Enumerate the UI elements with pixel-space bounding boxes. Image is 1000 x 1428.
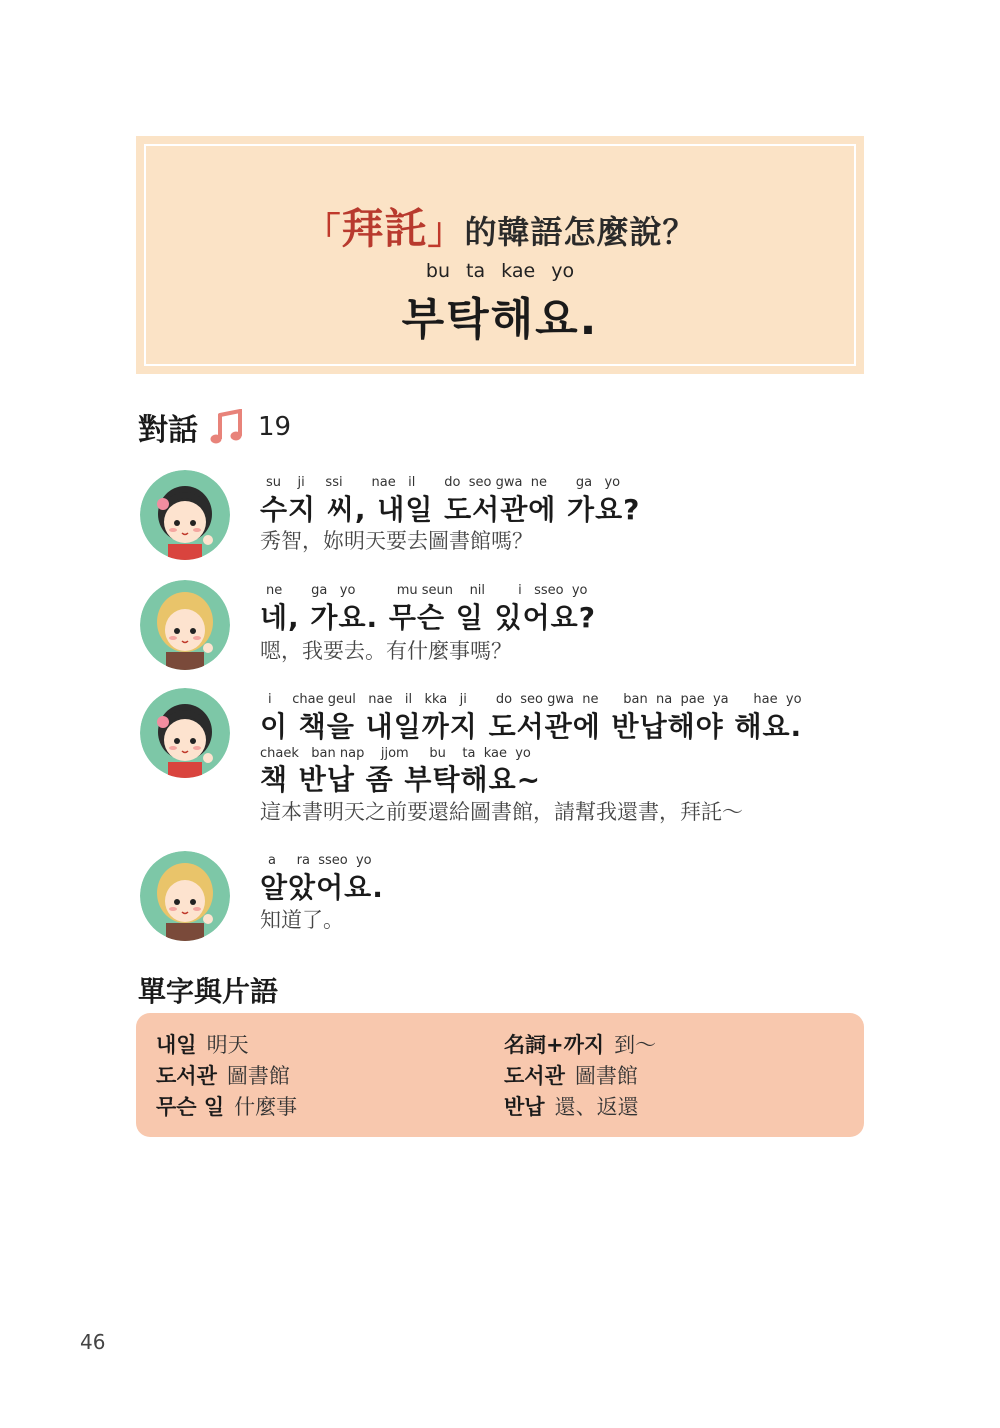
title-box	[136, 136, 864, 374]
vocab-chinese: 到～	[614, 1033, 657, 1057]
vocab-korean: 반납	[504, 1095, 545, 1119]
track-number: 19	[258, 412, 292, 442]
line3-chinese: 這本書明天之前要還給圖書館，請幫我還書，拜託～	[260, 800, 743, 824]
avatar-blonde	[140, 580, 230, 670]
vocab-item	[156, 1029, 249, 1059]
vocab-heading: 單字與片語	[138, 975, 279, 1008]
vocab-chinese: 圖書館	[226, 1064, 290, 1088]
dialog-section-heading	[138, 405, 291, 449]
page-number: 46	[80, 1330, 106, 1354]
vocab-chinese: 明天	[206, 1033, 249, 1057]
dialog-heading: 對話	[138, 413, 198, 448]
line2-korean: 네, 가요. 무슨 일 있어요?	[260, 601, 596, 634]
avatar-suji	[140, 688, 230, 778]
title-close-quote: 」	[427, 211, 465, 252]
vocab-item	[156, 1060, 290, 1090]
vocab-korean: 名詞+까지	[504, 1033, 605, 1057]
music-note-icon	[210, 409, 244, 445]
vocab-korean: 도서관	[504, 1064, 565, 1088]
line1-romanization: su ji ssi nae il do seo gwa ne ga yo	[266, 475, 621, 490]
title-romanization: bu ta kae yo	[425, 260, 575, 282]
vocab-korean: 도서관	[156, 1064, 217, 1088]
vocab-item	[504, 1060, 638, 1090]
vocab-item	[504, 1091, 639, 1121]
line1-chinese: 秀智，妳明天要去圖書館嗎？	[260, 529, 533, 553]
line3-romanization: i chae geul nae il kka ji do seo gwa ne ban na pae ya hae yo	[268, 692, 802, 707]
line3-korean: 이 책을 내일까지 도서관에 반납해야 해요.	[260, 710, 803, 743]
avatar-suji	[140, 470, 230, 560]
avatar-blonde	[140, 851, 230, 941]
line1-korean: 수지 씨, 내일 도서관에 가요?	[260, 493, 641, 526]
line3-korean-2: 책 반납 좀 부탁해요~	[260, 763, 542, 796]
vocab-chinese: 圖書館	[574, 1064, 638, 1088]
line4-romanization: a ra sseo yo	[268, 853, 372, 868]
line2-chinese: 嗯，我要去。有什麼事嗎？	[260, 639, 512, 663]
title-inner-border	[144, 144, 856, 366]
title-korean: 부탁해요.	[401, 294, 599, 345]
line2-romanization: ne ga yo mu seun nil i sseo yo	[266, 583, 588, 598]
vocab-korean: 내일	[156, 1033, 197, 1057]
line4-chinese: 知道了。	[260, 908, 344, 932]
vocab-chinese: 還、返還	[554, 1095, 639, 1119]
title-open-quote: 「	[304, 211, 342, 252]
title-question	[146, 196, 854, 256]
vocab-item	[156, 1091, 297, 1121]
title-keyword: 拜託	[341, 204, 428, 253]
line4-korean: 알았어요.	[260, 871, 384, 904]
title-rest: 的韓語怎麼說？	[464, 213, 696, 251]
line3-romanization-2: chaek ban nap jjom bu ta kae yo	[260, 746, 531, 761]
vocab-korean: 무슨 일	[156, 1095, 225, 1119]
vocab-chinese: 什麼事	[234, 1095, 298, 1119]
vocab-box	[136, 1013, 864, 1137]
vocab-item	[504, 1029, 656, 1059]
